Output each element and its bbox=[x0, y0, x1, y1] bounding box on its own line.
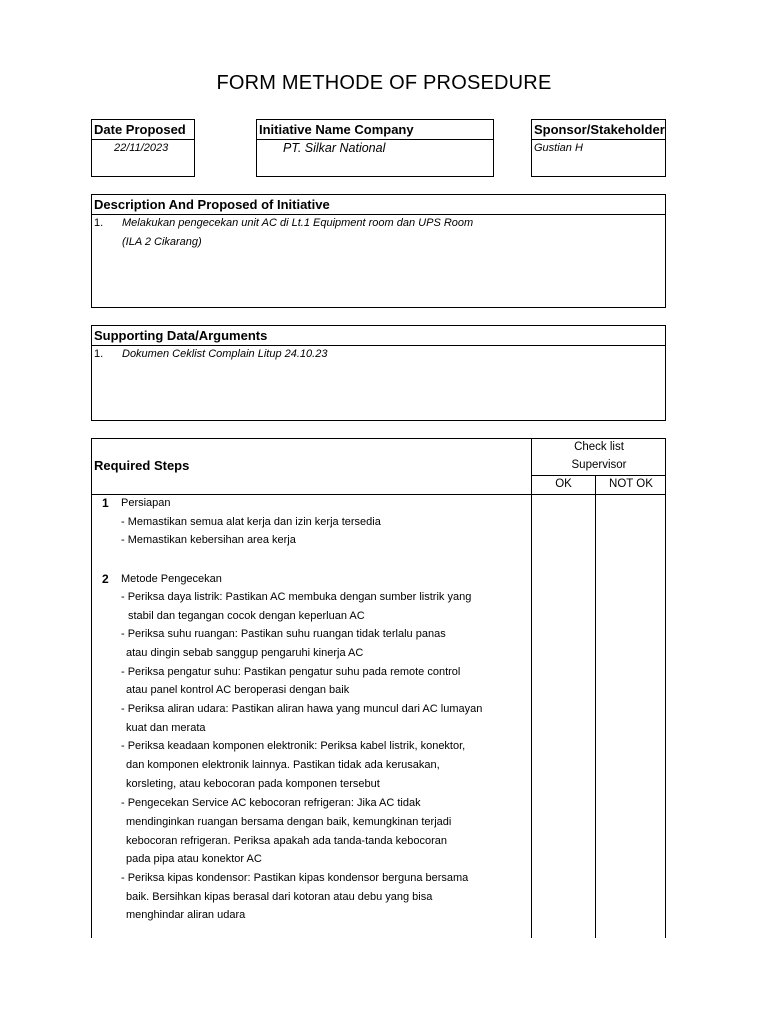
description-label: Description And Proposed of Initiative bbox=[92, 195, 665, 215]
step-2-line: - Periksa keadaan komponen elektronik: Periksa kabel listrik, konektor, bbox=[121, 740, 466, 752]
col-divider-ok bbox=[595, 476, 596, 938]
step-2-line: kuat dan merata bbox=[126, 722, 206, 734]
step-2-line: korsleting, atau kebocoran pada komponen tersebut bbox=[126, 778, 380, 790]
step-2-line: atau dingin sebab sanggup pengaruhi kinerja AC bbox=[126, 647, 364, 659]
step-2-line: baik. Bersihkan kipas berasal dari kotoran atau debu yang bisa bbox=[126, 891, 433, 903]
supporting-box bbox=[91, 325, 666, 421]
description-box bbox=[91, 194, 666, 308]
step-2-line: dan komponen elektronik lainnya. Pastikan tidak ada kerusakan, bbox=[126, 759, 440, 771]
supporting-number: 1. bbox=[94, 348, 104, 360]
description-number: 1. bbox=[94, 217, 104, 229]
supporting-text: Dokumen Ceklist Complain Litup 24.10.23 bbox=[122, 348, 328, 360]
date-proposed-value: 22/11/2023 bbox=[114, 142, 169, 154]
description-line-2: (ILA 2 Cikarang) bbox=[122, 236, 202, 248]
step-2-line: Metode Pengecekan bbox=[121, 573, 222, 585]
date-proposed-box bbox=[91, 119, 195, 177]
sponsor-box bbox=[531, 119, 666, 177]
initiative-label: Initiative Name Company bbox=[257, 120, 493, 140]
step-2-line: - Pengecekan Service AC kebocoran refrigeran: Jika AC tidak bbox=[121, 797, 421, 809]
sponsor-label: Sponsor/Stakeholder bbox=[532, 120, 665, 140]
required-steps-table bbox=[91, 438, 666, 938]
header-divider bbox=[92, 494, 665, 495]
step-1-line: Persiapan bbox=[121, 497, 171, 509]
required-steps-label: Required Steps bbox=[94, 458, 190, 473]
initiative-box bbox=[256, 119, 494, 177]
step-2-line: pada pipa atau konektor AC bbox=[126, 853, 262, 865]
col-divider-checklist bbox=[531, 439, 532, 938]
sponsor-value: Gustian H bbox=[534, 142, 583, 154]
step-2-line: mendinginkan ruangan bersama dengan baik, kemungkinan terjadi bbox=[126, 816, 452, 828]
supporting-item bbox=[92, 348, 662, 368]
step-2-line: atau panel kontrol AC beroperasi dengan baik bbox=[126, 684, 350, 696]
date-proposed-label: Date Proposed bbox=[92, 120, 194, 140]
initiative-value: PT. Silkar National bbox=[283, 141, 386, 155]
step-2-line: - Periksa pengatur suhu: Pastikan pengatur suhu pada remote control bbox=[121, 666, 461, 678]
step-2-line: - Periksa suhu ruangan: Pastikan suhu ruangan tidak terlalu panas bbox=[121, 628, 446, 640]
description-item bbox=[92, 217, 662, 257]
step-2-line: menghindar aliran udara bbox=[126, 909, 246, 921]
not-ok-column-header: NOT OK bbox=[609, 478, 653, 490]
supporting-label: Supporting Data/Arguments bbox=[92, 326, 665, 346]
step-2-number: 2 bbox=[102, 572, 109, 586]
checklist-divider bbox=[532, 475, 665, 476]
step-1-number: 1 bbox=[102, 496, 109, 510]
step-2-line: - Periksa kipas kondensor: Pastikan kipas kondensor berguna bersama bbox=[121, 872, 469, 884]
step-2-line: - Periksa daya listrik: Pastikan AC membuka dengan sumber listrik yang bbox=[121, 591, 472, 603]
step-2-line: - Periksa aliran udara: Pastikan aliran hawa yang muncul dari AC lumayan bbox=[121, 703, 483, 715]
step-2-line: kebocoran refrigeran. Periksa apakah ada tanda-tanda kebocoran bbox=[126, 835, 448, 847]
step-1-line: - Memastikan kebersihan area kerja bbox=[121, 534, 296, 546]
step-1-line: - Memastikan semua alat kerja dan izin kerja tersedia bbox=[121, 516, 381, 528]
checklist-label-1: Check list bbox=[574, 441, 624, 453]
description-line-1: Melakukan pengecekan unit AC di Lt.1 Equipment room dan UPS Room bbox=[122, 217, 474, 229]
checklist-label-2: Supervisor bbox=[571, 459, 627, 471]
step-2-line: stabil dan tegangan cocok dengan keperluan AC bbox=[128, 610, 365, 622]
ok-column-header: OK bbox=[555, 478, 572, 490]
page-title: FORM METHODE OF PROSEDURE bbox=[216, 72, 552, 94]
